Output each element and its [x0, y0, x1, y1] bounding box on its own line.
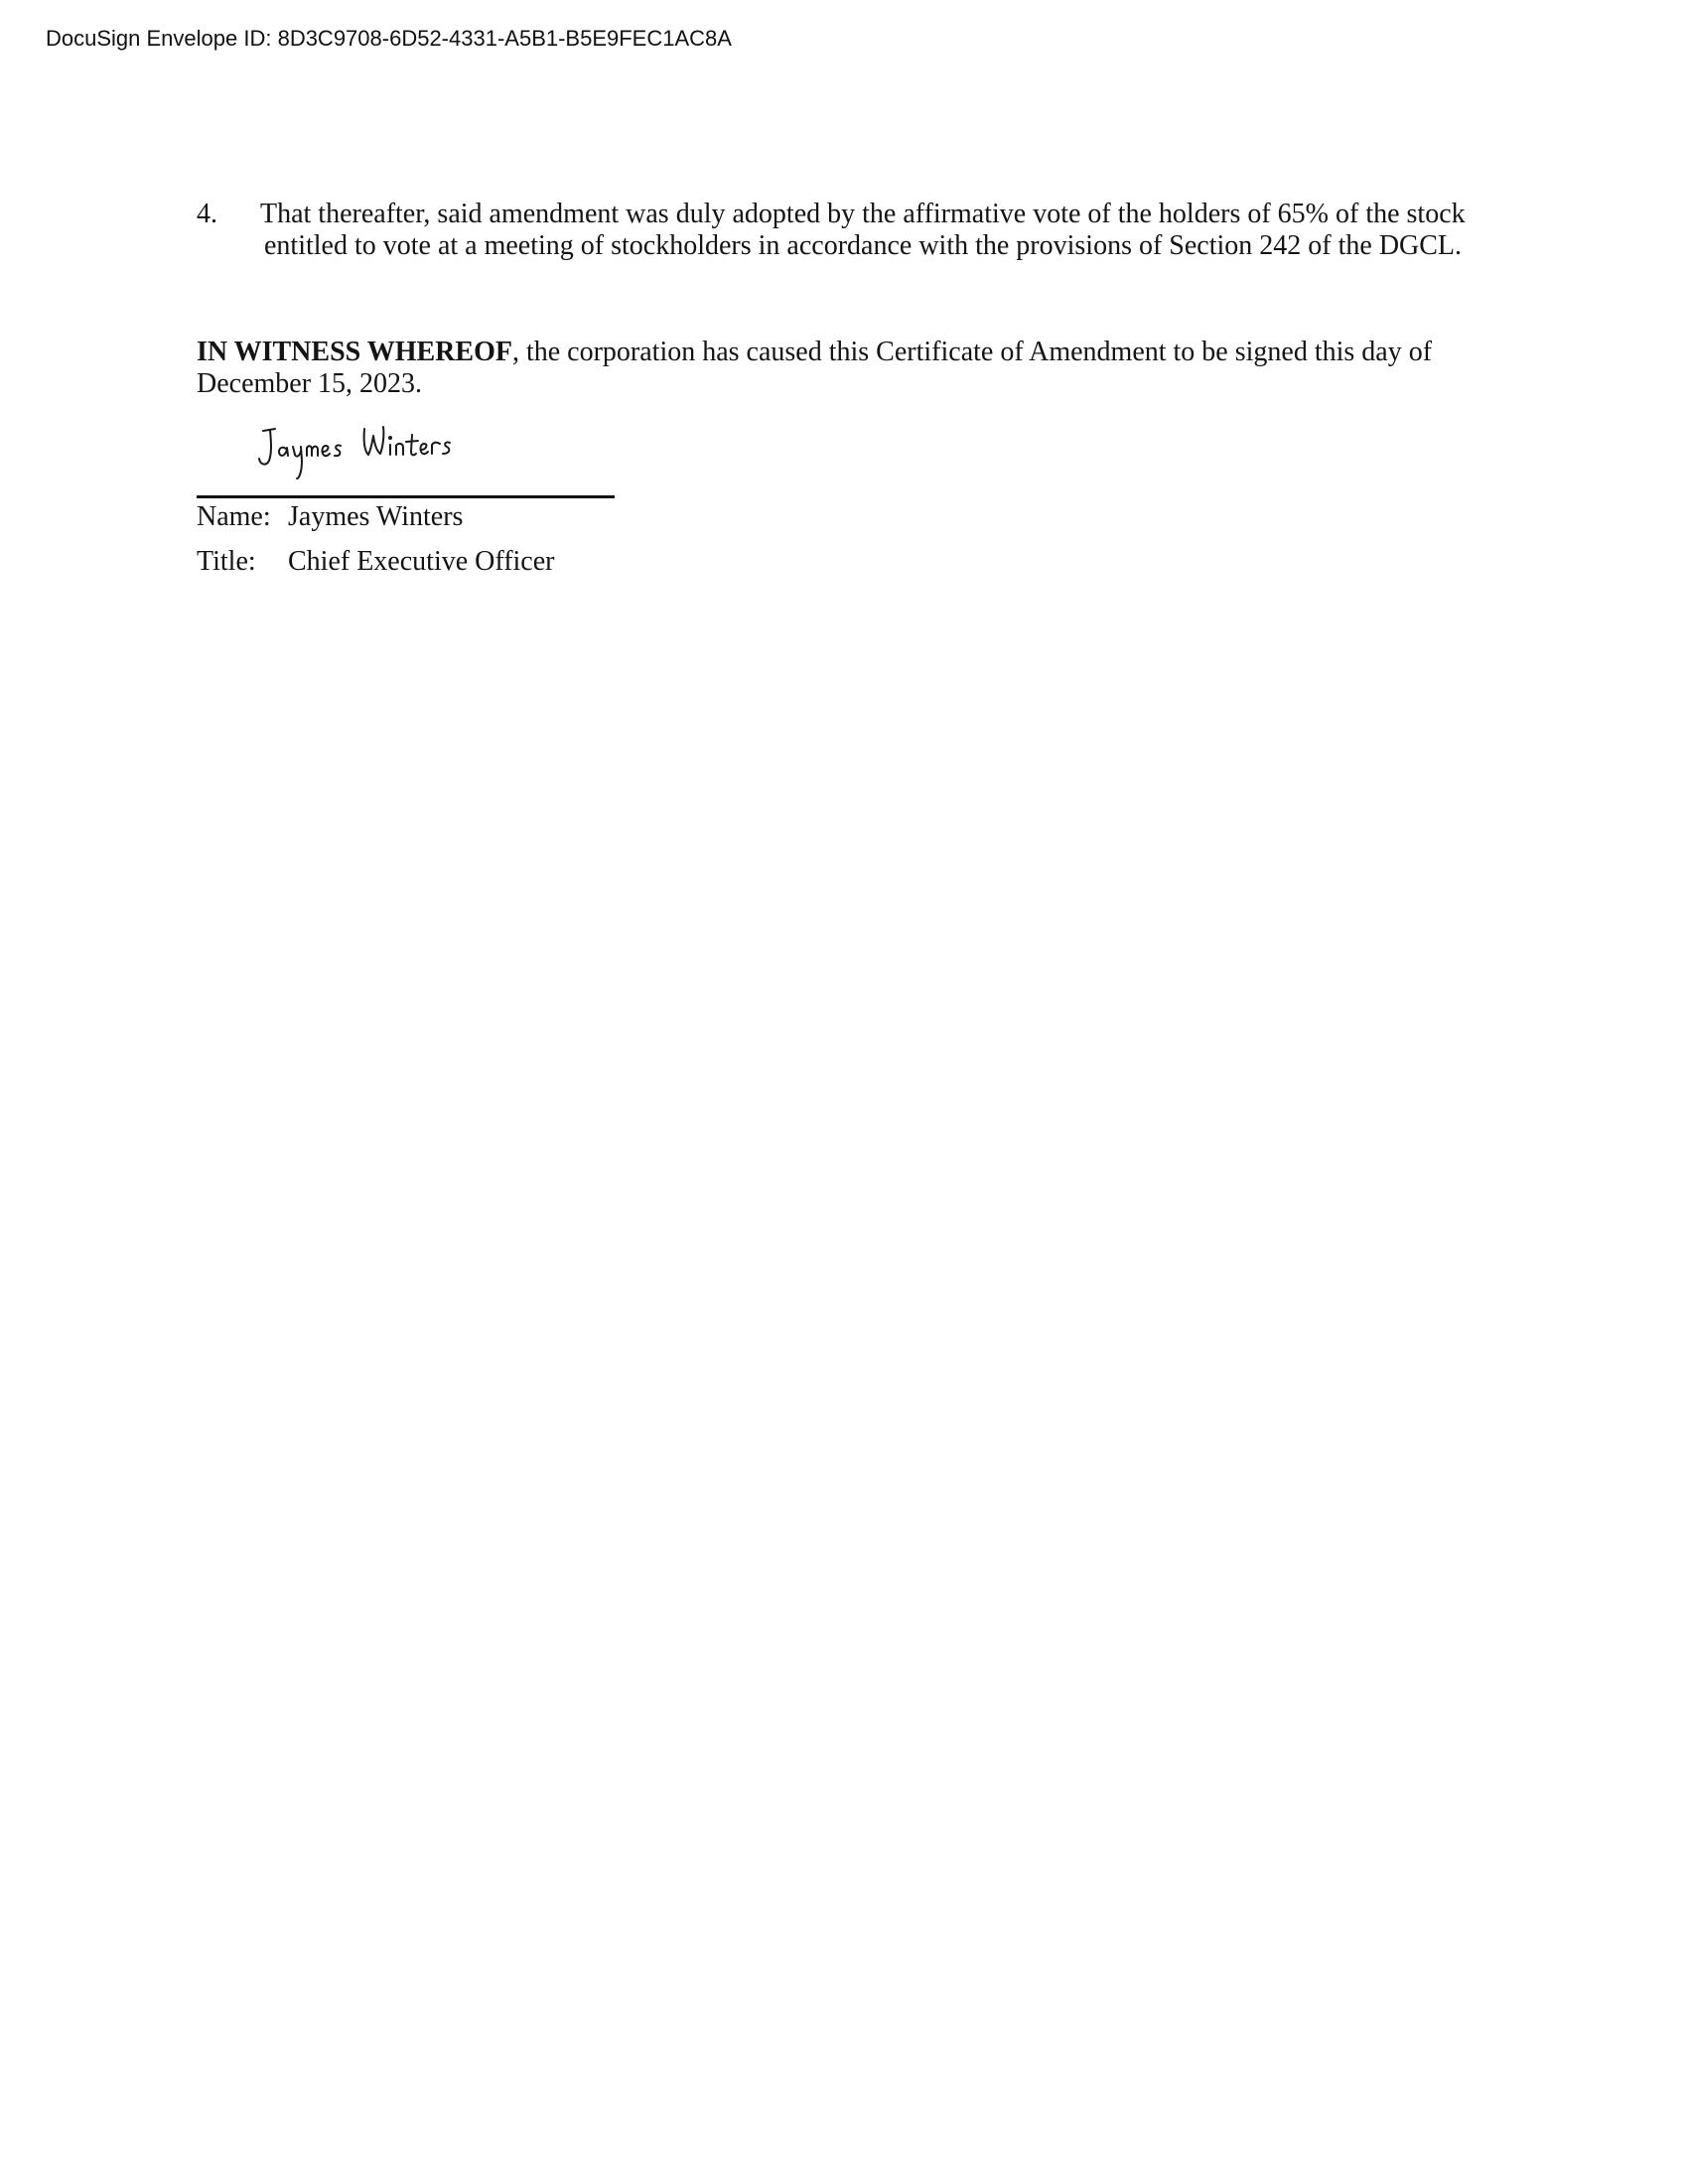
witness-lead: IN WITNESS WHEREOF	[197, 337, 512, 367]
signer-title: Chief Executive Officer	[288, 546, 555, 577]
witness-date: December 15, 2023.	[197, 368, 423, 399]
name-label: Name:	[197, 501, 271, 532]
item-number: 4.	[197, 199, 217, 229]
title-label: Title:	[197, 546, 256, 577]
signer-name-row	[197, 501, 463, 533]
item-text-line-1: That thereafter, said amendment was duly adopted by the affirmative vote of the holders of 65% of the stock	[260, 199, 1466, 229]
handwritten-signature	[253, 421, 482, 484]
signer-name: Jaymes Winters	[288, 501, 464, 532]
envelope-id-header: DocuSign Envelope ID: 8D3C9708-6D52-4331-A5B1-B5E9FEC1AC8A	[46, 26, 732, 51]
witness-clause	[197, 337, 1487, 400]
signer-title-row	[197, 546, 554, 578]
witness-line-1	[197, 337, 1487, 368]
signature-line	[197, 495, 615, 498]
witness-text: , the corporation has caused this Certificate of Amendment to be signed this day of	[511, 337, 1433, 367]
item-text-line-2: entitled to vote at a meeting of stockholders in accordance with the provisions of Section 242 of the DGCL.	[264, 230, 1463, 261]
